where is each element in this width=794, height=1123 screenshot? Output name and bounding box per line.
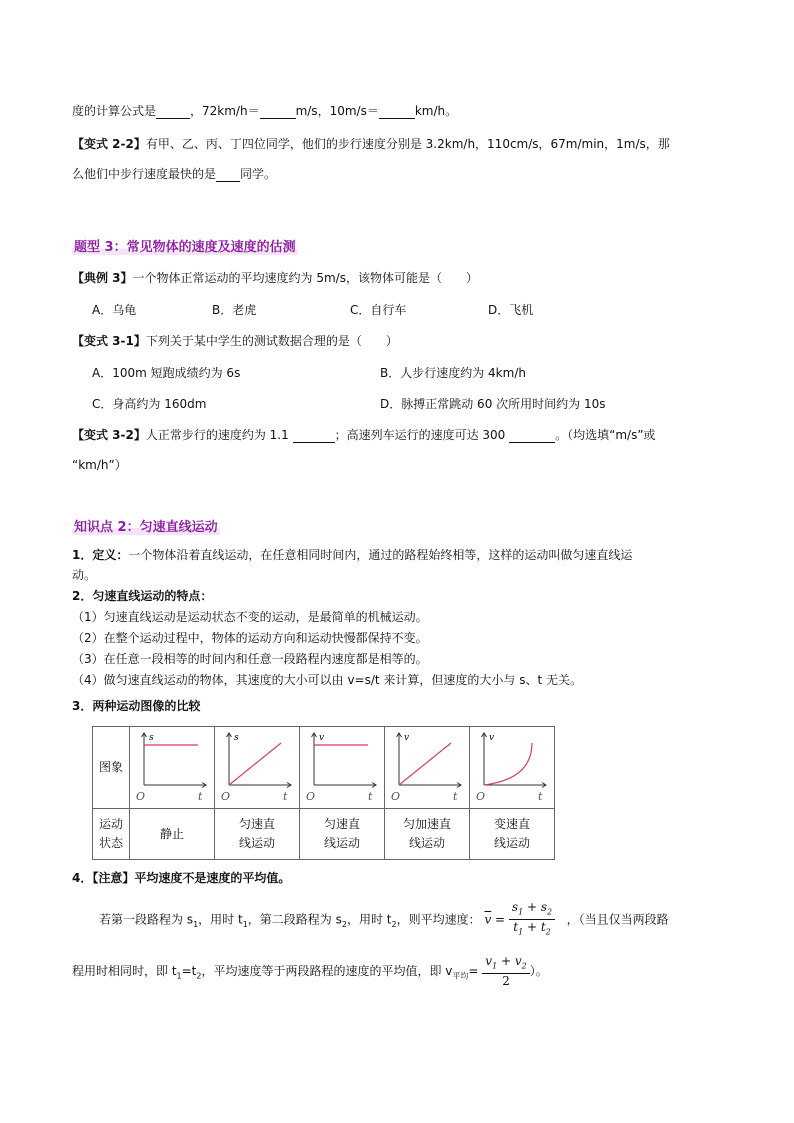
average-speed-cont: 程用时相同时，即 $t_1=t_2$，平均速度等于两段路程的速度的平均值，即 $v_{平均}=$ $\frac{v_1 + v_2}{2}$ ）。 — [72, 954, 548, 989]
header-line: 状态 — [98, 836, 123, 850]
text-fragment: ，（当且仅当两段路 — [566, 912, 669, 927]
motion-graph — [470, 727, 554, 805]
text-fragment: km/h。 — [414, 104, 458, 118]
question-text: 下列关于某中学生的测试数据合理的是（ ） — [145, 334, 398, 348]
text-fragment: 动。 — [72, 568, 97, 582]
y-axis-label: s — [234, 733, 239, 743]
motion-graph — [130, 727, 214, 805]
speed-formula-line — [72, 103, 457, 119]
variant-3-1 — [72, 333, 398, 349]
text-fragment: ，72km/h＝ — [190, 104, 260, 118]
variant-2-2-cont — [72, 166, 276, 182]
row-header-state — [93, 809, 130, 860]
origin-label: O — [391, 790, 401, 803]
x-axis-label: t — [453, 790, 458, 803]
motion-curve — [484, 743, 532, 785]
option-d[interactable]: D．飞机 — [488, 303, 534, 317]
question-tag: 【变式 3-2】 — [72, 428, 146, 442]
topic-3-heading — [72, 239, 298, 256]
v-bar-symbol: $\overline{v}$ — [484, 912, 492, 927]
answer-blank[interactable] — [509, 429, 555, 443]
section-title: 题型 3：常见物体的速度及速度的估测 — [74, 240, 296, 255]
row-header-graph: 图象 — [93, 727, 130, 809]
state-cell — [470, 809, 555, 860]
text-fragment: 同学。 — [240, 167, 277, 181]
note-label: 4．【注意】 — [72, 871, 135, 885]
x-axis-label: t — [198, 790, 203, 803]
graph-cell — [130, 727, 215, 809]
definition-cont — [72, 567, 96, 583]
y-axis-label: v — [489, 733, 495, 743]
text-fragment: 若第一段路程为 s — [99, 912, 194, 927]
option-b[interactable]: B．人步行速度约为 4km/h — [380, 366, 526, 380]
origin-label: O — [221, 790, 231, 803]
x-axis-label: t — [368, 790, 373, 803]
text-fragment: ）。 — [529, 964, 548, 979]
option-b[interactable]: B．老虎 — [212, 303, 257, 317]
text-fragment: 程用时相同时，即 t — [72, 964, 177, 979]
state-cell — [130, 809, 215, 860]
state-label: 匀速直 — [238, 817, 275, 831]
text-fragment: ，第二段路程为 s — [247, 912, 342, 927]
option-c[interactable]: C．自行车 — [350, 303, 407, 317]
state-label: 匀速直 — [323, 817, 360, 831]
state-label: 匀加速直 — [402, 817, 451, 831]
graph-cell — [470, 727, 555, 809]
answer-blank[interactable] — [379, 105, 415, 119]
motion-curve — [399, 743, 451, 785]
variant-3-2 — [72, 427, 656, 443]
motion-graph — [385, 727, 469, 805]
y-axis-label: v — [319, 733, 325, 743]
item-label: 1．定义： — [72, 548, 129, 562]
origin-label: O — [476, 790, 486, 803]
text-fragment: 人正常步行的速度约为 1.1 — [145, 428, 293, 442]
feature-item: （3）在任意一段相等的时间内和任意一段路程内速度都是相等的。 — [72, 652, 428, 666]
motion-graph-table — [92, 726, 555, 860]
text-fragment: 么他们中步行速度最快的是 — [72, 167, 217, 181]
graph-cell — [385, 727, 470, 809]
question-text: 一个物体正常运动的平均速度约为 5m/s，该物体可能是（ ） — [132, 271, 478, 285]
option-a[interactable]: A．100m 短跑成绩约为 6s — [92, 366, 241, 380]
compare-title: 3．两种运动图像的比较 — [72, 699, 201, 713]
y-axis-label: s — [149, 733, 154, 743]
variant-2-2 — [72, 136, 670, 152]
definition — [72, 547, 632, 563]
note — [72, 870, 290, 886]
feature-item: （4）做匀速直线运动的物体，其速度的大小可以由 v=s/t 来计算，但速度的大小与 s、t 无关。 — [72, 673, 583, 687]
y-axis-label: v — [404, 733, 410, 743]
text-fragment: ，平均速度等于两段路程的速度的平均值，即 v — [201, 964, 453, 979]
text-fragment: ，则平均速度： — [396, 912, 481, 927]
x-axis-label: t — [283, 790, 288, 803]
graph-cell — [215, 727, 300, 809]
option-d[interactable]: D．脉搏正常跳动 60 次所用时间约为 10s — [380, 397, 606, 411]
knowledge-point-2-heading — [72, 519, 220, 536]
feature-item: （1）匀速直线运动是运动状态不变的运动，是最简单的机械运动。 — [72, 610, 428, 624]
motion-graph — [215, 727, 299, 805]
feature-item: （2）在整个运动过程中，物体的运动方向和运动快慢都保持不变。 — [72, 631, 428, 645]
text-fragment: =t — [181, 964, 197, 979]
origin-label: O — [306, 790, 316, 803]
option-c[interactable]: C．身高约为 160dm — [92, 397, 207, 411]
state-label: 线运动 — [323, 836, 360, 850]
state-label: 线运动 — [408, 836, 445, 850]
state-label: 线运动 — [238, 836, 275, 850]
example-3 — [72, 270, 478, 286]
text-fragment: ，用时 t — [198, 912, 243, 927]
text-fragment: ，用时 t — [346, 912, 392, 927]
average-speed-formula: 若第一段路程为 $s_1$，用时 $t_1$，第二段路程为 $s_2$，用时 $t_2$，则平均速度： $\overline{v}$ = $\frac{s_1 + s_2}{t_1 + t_2}$ ，（当且仅当两段路 — [99, 900, 669, 934]
question-tag: 【变式 2-2】 — [72, 137, 146, 151]
state-cell — [385, 809, 470, 860]
text-fragment: “km/h”） — [72, 458, 127, 472]
features-title: 2．匀速直线运动的特点： — [72, 589, 213, 603]
origin-label: O — [136, 790, 146, 803]
note-text: 平均速度不是速度的平均值。 — [134, 871, 291, 885]
question-text: 有甲、乙、丙、丁四位同学，他们的步行速度分别是 3.2km/h，110cm/s，67m/min，1m/s，那 — [145, 137, 670, 151]
text-fragment: 。（均选填“m/s”或 — [555, 428, 656, 442]
text-fragment: = — [468, 964, 479, 979]
definition-text: 一个物体沿着直线运动，在任意相同时间内，通过的路程始终相等，这样的运动叫做匀速直线运 — [128, 548, 633, 562]
state-label: 静止 — [159, 826, 184, 841]
fraction: $\frac{v_1 + v_2}{2}$ — [482, 954, 529, 989]
subscript: 平均 — [452, 971, 469, 981]
variant-3-2-cont — [72, 457, 127, 473]
question-tag: 【变式 3-1】 — [72, 334, 146, 348]
text-fragment: ；高速列车运行的速度可达 300 — [334, 428, 510, 442]
state-cell — [215, 809, 300, 860]
answer-blank[interactable] — [216, 168, 240, 182]
state-cell — [300, 809, 385, 860]
answer-blank[interactable] — [156, 105, 190, 119]
option-a[interactable]: A．乌龟 — [92, 303, 137, 317]
x-axis-label: t — [538, 790, 543, 803]
text-fragment: m/s，10m/s＝ — [295, 104, 379, 118]
graph-cell — [300, 727, 385, 809]
answer-blank[interactable] — [293, 429, 335, 443]
section-title: 知识点 2：匀速直线运动 — [74, 520, 218, 535]
state-label: 线运动 — [493, 836, 530, 850]
header-line: 运动 — [98, 817, 123, 831]
state-label: 变速直 — [493, 817, 530, 831]
question-tag: 【典例 3】 — [72, 271, 133, 285]
motion-curve — [229, 743, 281, 785]
fraction: $\frac{s_1 + s_2}{t_1 + t_2}$ — [509, 900, 555, 940]
motion-graph — [300, 727, 384, 805]
answer-blank[interactable] — [260, 105, 296, 119]
text-fragment: 度的计算公式是 — [72, 104, 157, 118]
